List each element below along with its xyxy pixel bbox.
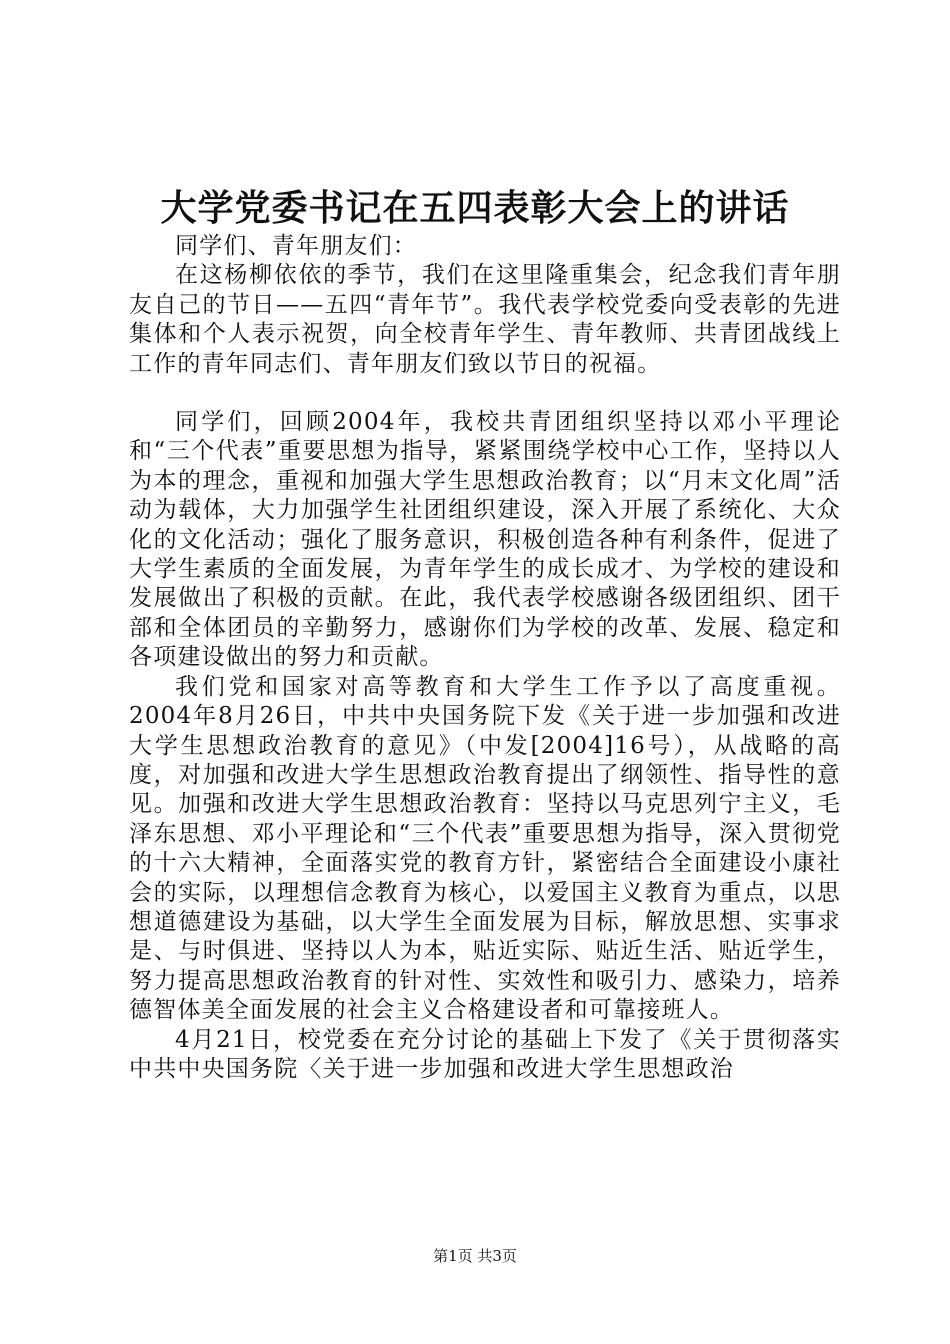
salutation-paragraph: 同学们、青年朋友们： <box>175 233 417 259</box>
implementation-paragraph: 4月21日，校党委在充分讨论的基础上下发了《关于贯彻落实中共中央国务院〈关于进一步加强和改进大学生思想政治 <box>129 1026 841 1082</box>
document-body <box>129 232 841 1084</box>
opening-paragraph: 在这杨柳依依的季节，我们在这里隆重集会，纪念我们青年朋友自己的节日——五四“青年节”。我代表学校党委向受表彰的先进集体和个人表示祝贺，向全校青年学生、青年教师、共青团战线上工作的青年同志们、青年朋友们致以节日的祝福。 <box>129 262 841 377</box>
document-title: 大学党委书记在五四表彰大会上的讲话 <box>160 187 790 229</box>
page-number-footer: 第1页 共3页 <box>433 1247 517 1265</box>
policy-paragraph: 我们党和国家对高等教育和大学生工作予以了高度重视。2004年8月26日，中共中央国务院下发《关于进一步加强和改进大学生思想政治教育的意见》（中发[2004]16号），从战略的高度，对加强和改进大学生思想政治教育提出了纲领性、指导性的意见。加强和改进大学生思想政治教育：坚持以马克思列宁主义，毛泽东思想、邓小平理论和“三个代表”重要思想为指导，深入贯彻党的十六大精神，全面落实党的教育方针，紧密结合全面建设小康社会的实际，以理想信念教育为核心，以爱国主义教育为重点，以思想道德建设为基础，以大学生全面发展为目标，解放思想、实事求是、与时俱进、坚持以人为本，贴近实际、贴近生活、贴近学生，努力提高思想政治教育的针对性、实效性和吸引力、感染力，培养德智体美全面发展的社会主义合格建设者和可靠接班人。 <box>129 673 841 1024</box>
review-paragraph: 同学们，回顾2004年，我校共青团组织坚持以邓小平理论和“三个代表”重要思想为指导，紧紧围绕学校中心工作，坚持以人为本的理念，重视和加强大学生思想政治教育；以“月末文化周”活动为载体，大力加强学生社团组织建设，深入开展了系统化、大众化的文化活动；强化了服务意识，积极创造各种有利条件，促进了大学生素质的全面发展，为青年学生的成长成才、为学校的建设和发展做出了积极的贡献。在此，我代表学校感谢各级团组织、团干部和全体团员的辛勤努力，感谢你们为学校的改革、发展、稳定和各项建设做出的努力和贡献。 <box>129 409 841 671</box>
